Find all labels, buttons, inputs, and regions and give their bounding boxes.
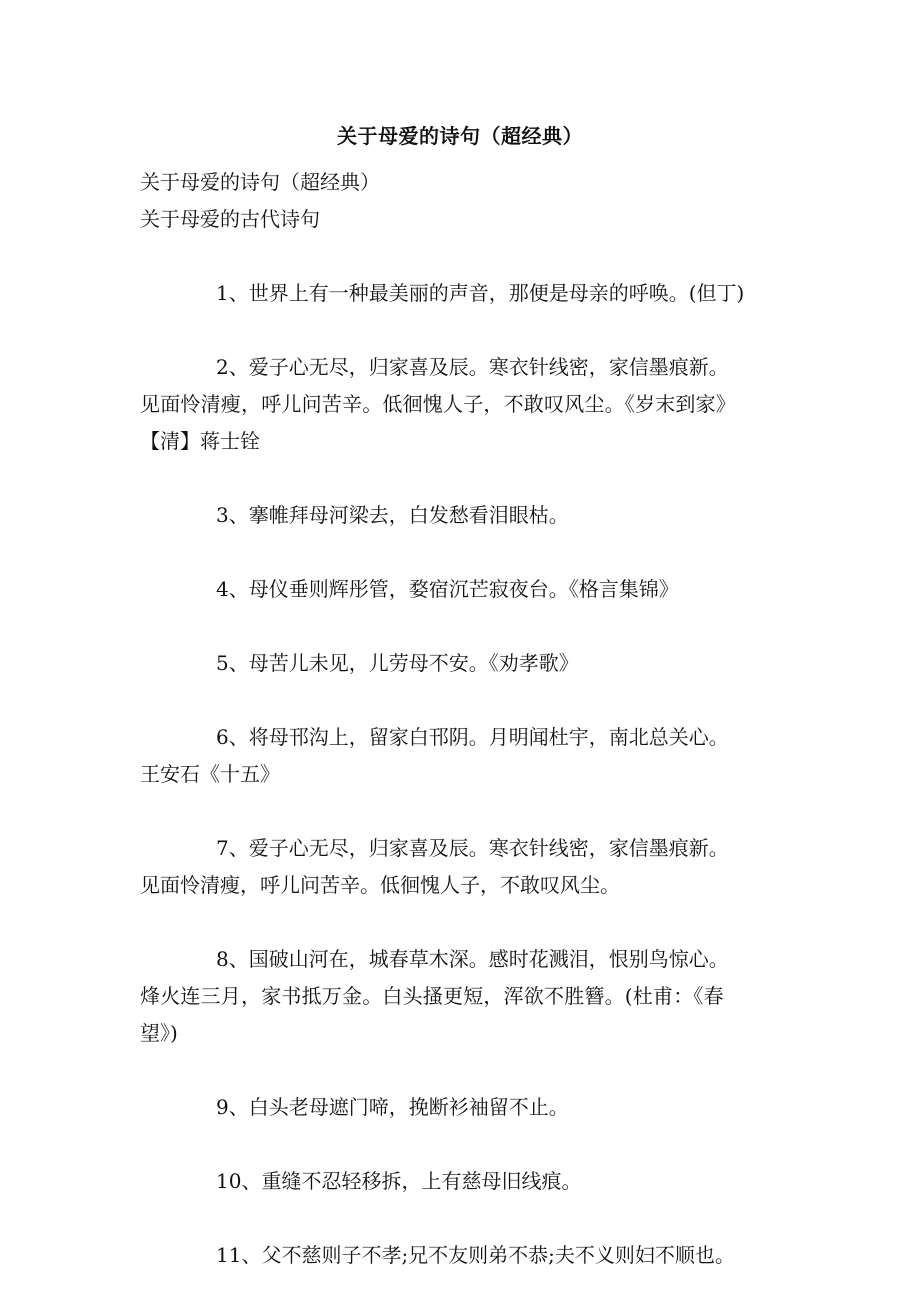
poem-line: 2、爱子心无尽，归家喜及辰。寒衣针线密，家信墨痕新。 (216, 355, 729, 379)
poem-item (140, 349, 790, 460)
poem-line: 10、重缝不忍轻移拆，上有慈母旧线痕。 (216, 1169, 582, 1193)
subtitle-line: 关于母爱的诗句（超经典） (140, 170, 380, 194)
poem-line: 见面怜清瘦，呼儿问苦辛。低徊愧人子，不敢叹风尘。 (140, 873, 620, 897)
poem-item (140, 719, 790, 793)
poem-item (140, 275, 790, 312)
poem-line: 见面怜清瘦，呼儿问苦辛。低徊愧人子，不敢叹风尘。《岁末到家》 (140, 392, 736, 416)
poem-line: 11、父不慈则子不孝;兄不友则弟不恭;夫不义则妇不顺也。 (216, 1243, 735, 1267)
document-title: 关于母爱的诗句（超经典） (337, 124, 583, 148)
poem-line: 3、搴帷拜母河梁去，白发愁看泪眼枯。 (216, 503, 569, 527)
poem-item (140, 645, 790, 682)
poem-line: 王安石《十五》 (140, 762, 280, 786)
poem-line: 1、世界上有一种最美丽的声音，那便是母亲的呼唤。(但丁) (216, 281, 745, 305)
poem-item (140, 1089, 790, 1126)
subtitle-line: 关于母爱的古代诗句 (140, 207, 320, 231)
poem-item (140, 830, 790, 904)
poem-line: 6、将母邗沟上，留家白邗阴。月明闻杜宇，南北总关心。 (216, 725, 729, 749)
poem-item (140, 941, 790, 1052)
poem-item (140, 1163, 790, 1200)
poem-line: 4、母仪垂则辉彤管，婺宿沉芒寂夜台。《格言集锦》 (216, 577, 679, 601)
poem-line: 9、白头老母遮门啼，挽断衫袖留不止。 (216, 1095, 569, 1119)
poem-line: 【清】蒋士铨 (140, 429, 260, 453)
poem-line: 烽火连三月，家书抵万金。白头搔更短，浑欲不胜簪。(杜甫：《春 (140, 984, 724, 1008)
poem-line: 5、母苦儿未见，儿劳母不安。《劝孝歌》 (216, 651, 579, 675)
poem-line: 7、爱子心无尽，归家喜及辰。寒衣针线密，家信墨痕新。 (216, 836, 729, 860)
poem-item (140, 571, 790, 608)
poem-line: 望》) (140, 1021, 178, 1045)
document-body (140, 164, 790, 1274)
poem-item (140, 497, 790, 534)
poem-line: 8、国破山河在，城春草木深。感时花溅泪，恨别鸟惊心。 (216, 947, 729, 971)
poem-item (140, 1237, 790, 1274)
